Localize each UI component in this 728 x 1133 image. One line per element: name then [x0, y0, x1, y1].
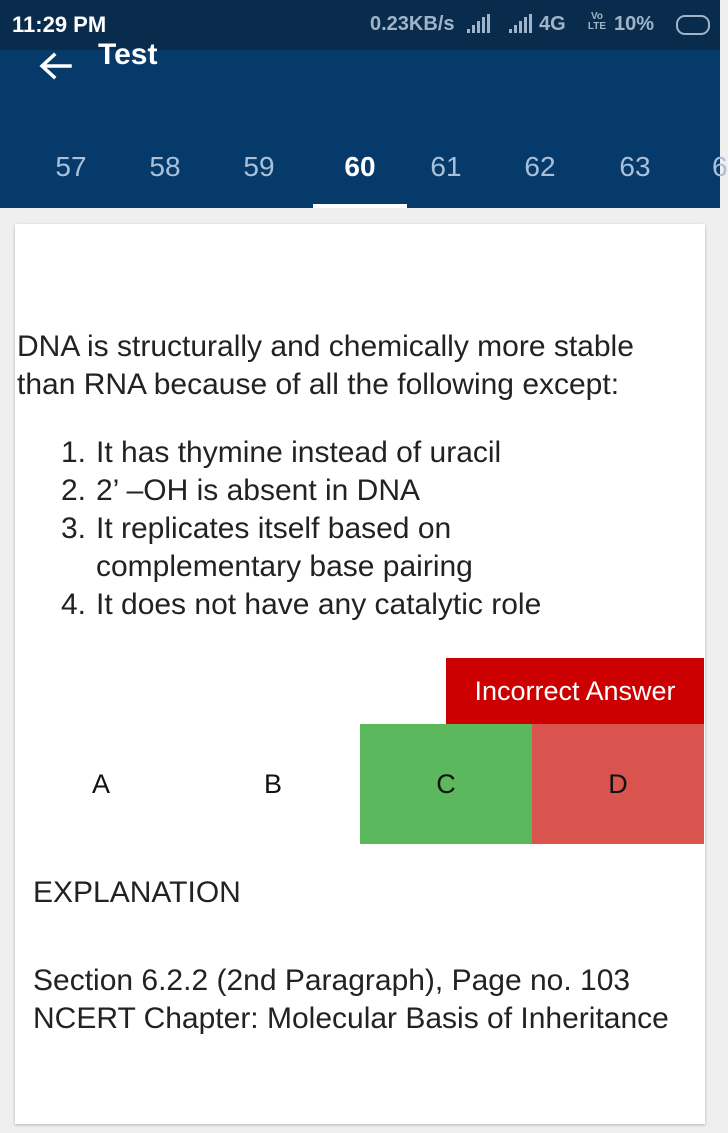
statement-list — [15, 434, 596, 624]
app-bar — [0, 38, 728, 208]
tab-63[interactable]: 63 — [619, 151, 651, 182]
answer-c-button[interactable]: C — [360, 724, 532, 844]
statement-number: 3. — [61, 512, 87, 545]
incorrect-answer-banner: Incorrect Answer — [446, 658, 704, 724]
status-battery-percent: 10% — [614, 13, 655, 35]
answer-d-button[interactable]: D — [532, 724, 704, 844]
tab-61[interactable]: 61 — [430, 151, 462, 182]
statement-text: It does not have any catalytic role — [96, 588, 542, 621]
question-tabs — [0, 146, 728, 208]
statement-item — [15, 434, 596, 472]
status-net-speed: 0.23KB/s — [370, 13, 455, 35]
question-text: DNA is structurally and chemically more stable than RNA because of all the following except: — [17, 330, 634, 401]
answer-b-button[interactable]: B — [263, 769, 282, 799]
volte-icon: Vo LTE — [587, 11, 607, 32]
question-card — [15, 224, 705, 1124]
statement-text: 2’ –OH is absent in DNA — [96, 474, 421, 507]
tab-62[interactable]: 62 — [524, 151, 556, 182]
statement-text: It has thymine instead of uracil — [96, 436, 502, 469]
statement-number: 1. — [61, 436, 87, 469]
statement-item — [15, 586, 596, 624]
battery-icon — [676, 15, 710, 35]
explanation-text: Section 6.2.2 (2nd Paragraph), Page no. 103 NCERT Chapter: Molecular Basis of Inheritance — [33, 964, 669, 1035]
answer-a-button[interactable]: A — [91, 769, 110, 799]
answer-options — [15, 724, 704, 844]
signal-icon — [465, 14, 493, 34]
signal-icon-2 — [507, 14, 535, 34]
page-title: Test — [98, 38, 158, 71]
tab-59[interactable]: 59 — [243, 151, 275, 182]
explanation-heading: EXPLANATION — [33, 876, 241, 909]
statement-item — [15, 510, 596, 586]
tab-57[interactable]: 57 — [55, 151, 87, 182]
status-network-type: 4G — [539, 13, 566, 35]
tab-60[interactable]: 60 — [313, 146, 407, 208]
statement-number: 2. — [61, 474, 87, 507]
tab-64[interactable]: 6 — [712, 151, 728, 182]
arrow-left-icon[interactable] — [36, 46, 76, 86]
status-time: 11:29 PM — [12, 12, 107, 37]
statement-text: It replicates itself based on complementary base pairing — [96, 512, 473, 583]
statement-number: 4. — [61, 588, 87, 621]
tab-58[interactable]: 58 — [149, 151, 181, 182]
statement-item — [15, 472, 596, 510]
